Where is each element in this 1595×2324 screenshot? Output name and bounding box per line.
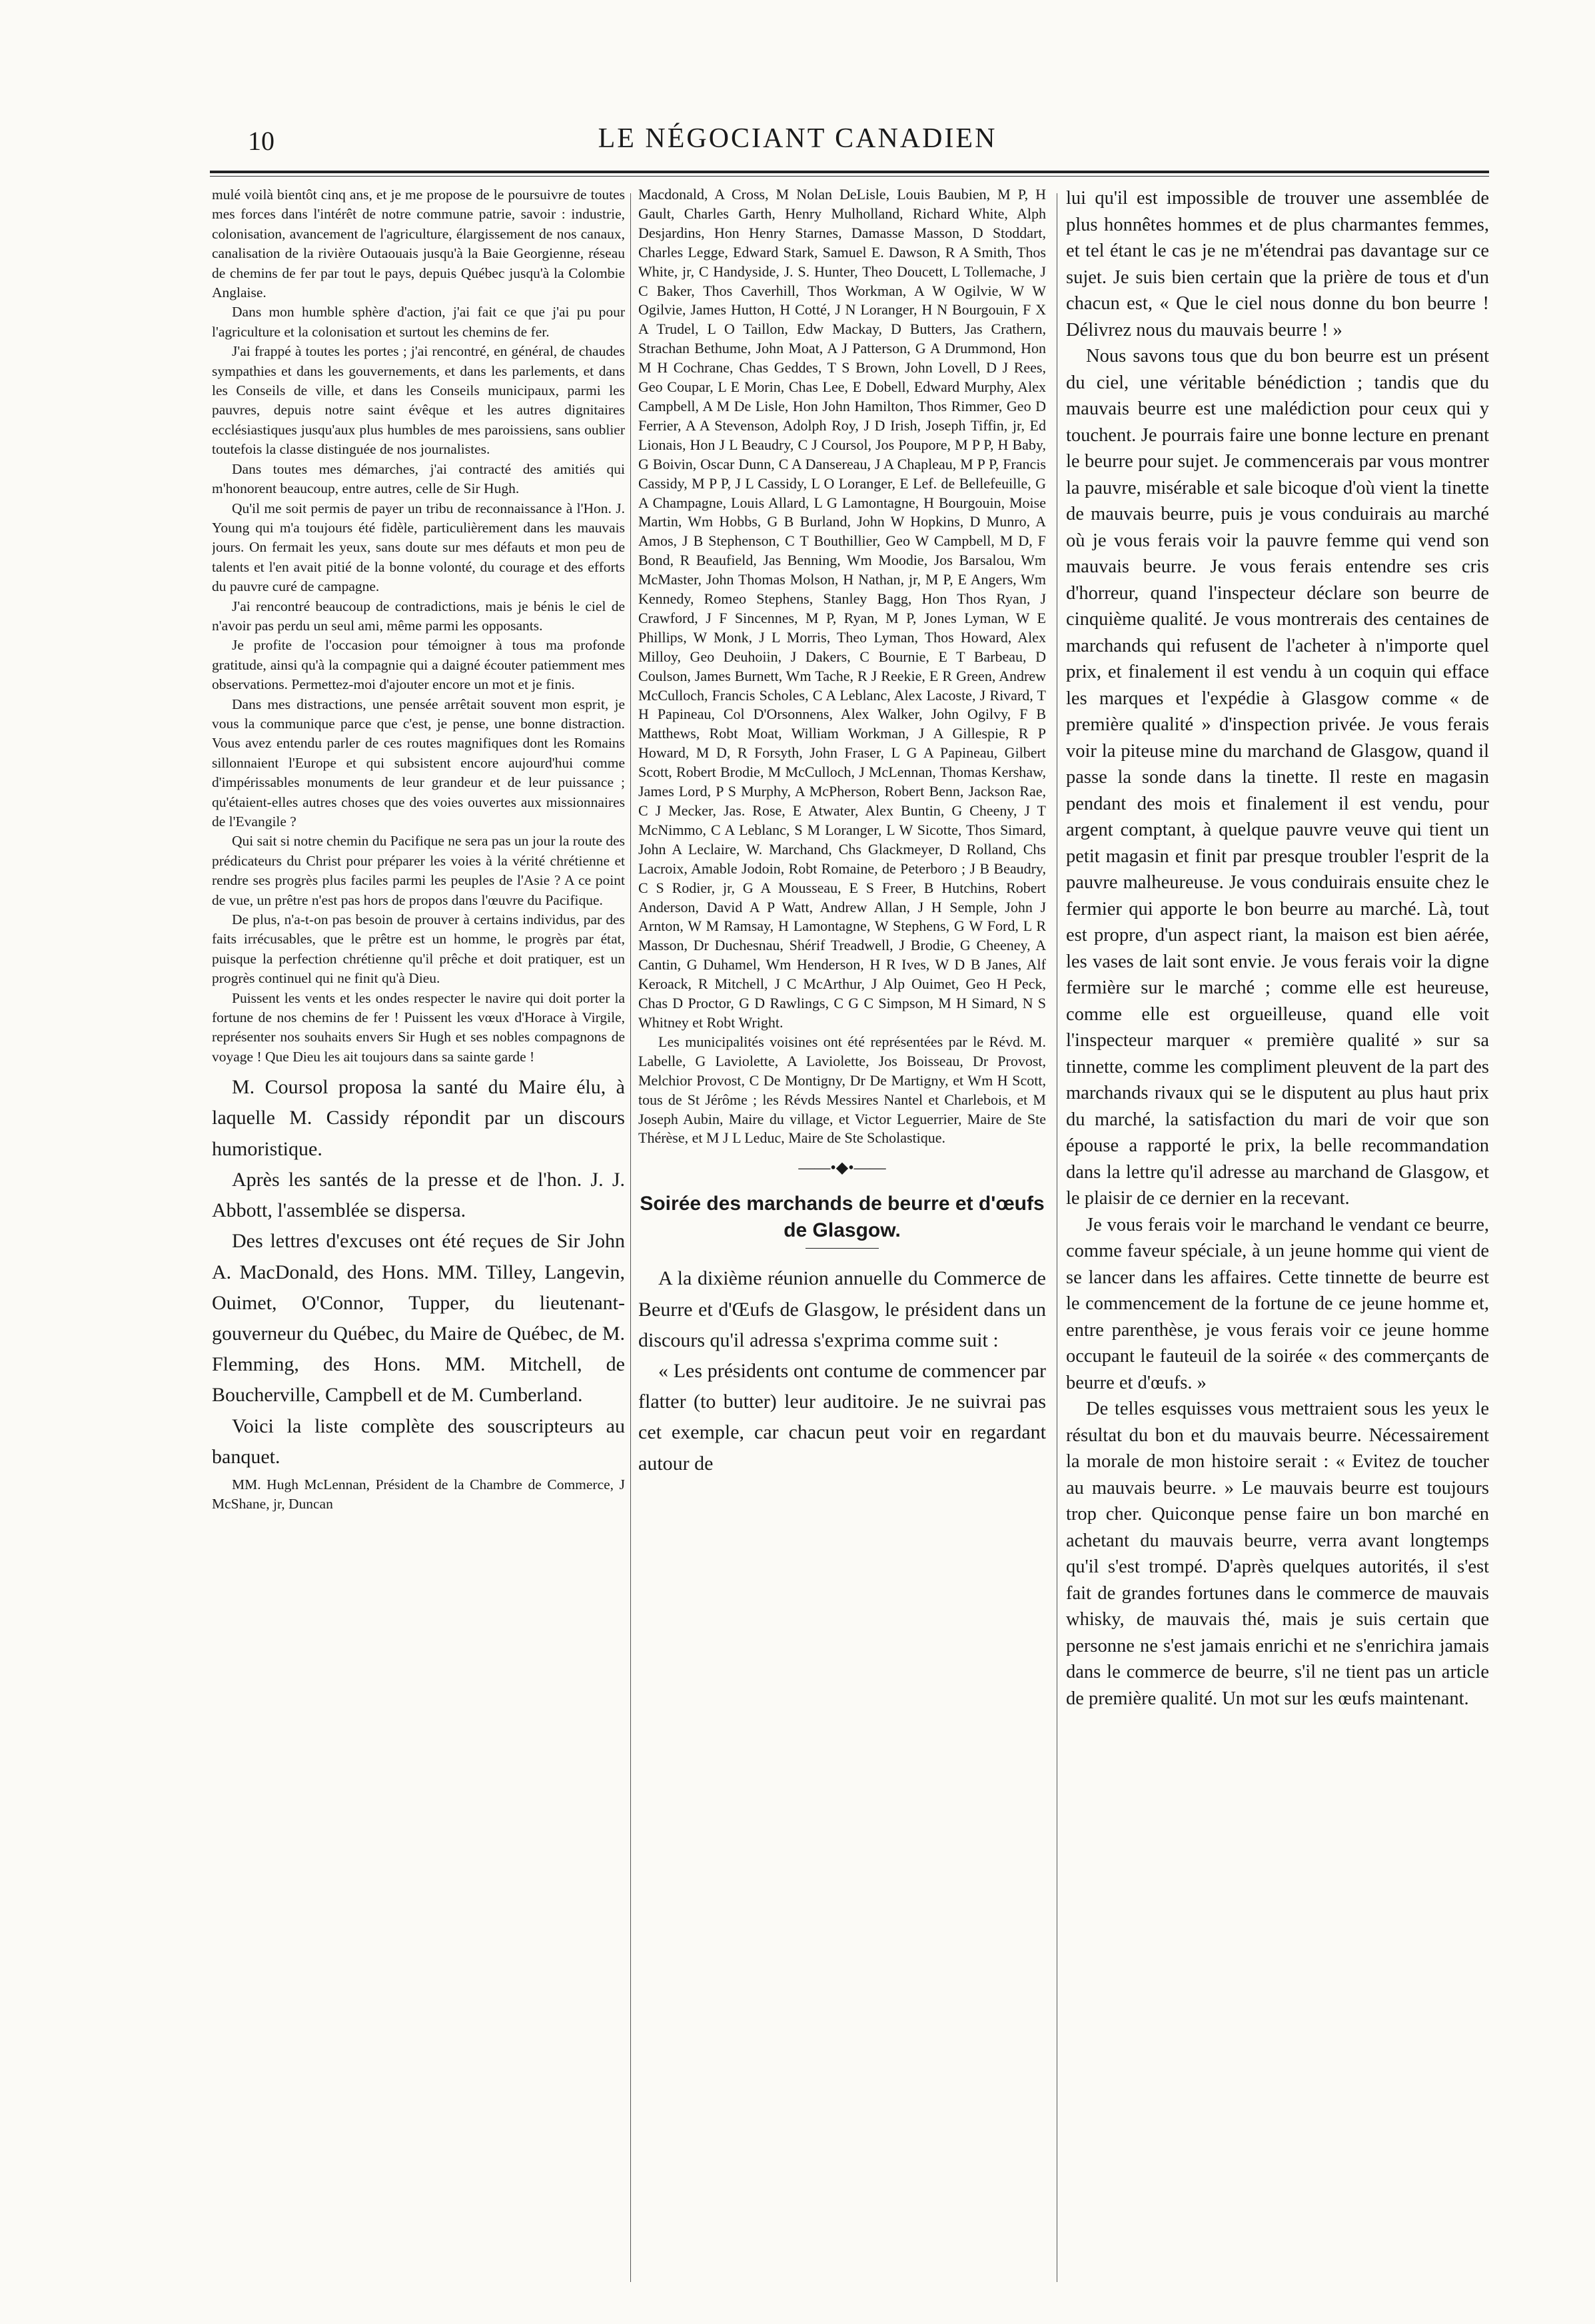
paragraph: Qu'il me soit permis de payer un tribu de reconnaissance à l'Hon. J. Young qui m'a toujours été fidèle, particulièrement dans les mauvais jours. On fermait les yeux, sans doute sur mes défauts et mon peu de talents et l'en avait pitié de la bonne volonté, du courage et des efforts du pauvre curé de campagne. xyxy=(212,500,625,595)
paragraph: Dans toutes mes démarches, j'ai contracté des amitiés qui m'honorent beaucoup, entre autres, celle de Sir Hugh. xyxy=(212,460,625,497)
subscriber-list: Macdonald, A Cross, M Nolan DeLisle, Louis Baubien, M P, H Gault, Charles Garth, Henry Mulholland, Richard White, Alph Desjardins, Hon Henry Starnes, Damasse Masson, D Stoddart, Charles Legge, Edward Stark, Samuel E. Dawson, R A Smith, Thos White, jr, C Handyside, J. S. Hunter, Theo Doucett, L Tollemache, J C Baker, Thos Caverhill, Thos Workman, A W Ogilvie, W W Ogilvie, James Hutton, H Cotté, J N Loranger, H N Bourgouin, F X A Trudel, L O Taillon, Edw Mackay, D Butters, Jas Crathern, Strachan Bethume, John Moat, A J Patterson, G A Drummond, Hon M H Cochrane, Chas Geddes, T S Brown, John Lovell, D J Rees, Geo Coupar, L E Morin, Chas Lee, E Dobell, Edward Murphy, Alex Campbell, A M De Lisle, Hon John Hamilton, Thos Rimmer, Geo D Ferrier, A A Stevenson, Adolph Roy, J D Irish, Joseph Tiffin, jr, Ed Lionais, Hon J L Beaudry, C J Coursol, Jos Poupore, M P P, H Baby, G Boivin, Oscar Dunn, C A Dansereau, J A Chapleau, M P P, Francis Cassidy, M P P, J L Cassidy, L O Loranger, E Lef. de Bellefeuille, G A Champagne, Louis Allard, L G Lamontagne, H Bourgouin, Moise Martin, Wm Hobbs, G B Burland, John W Hopkins, D Munro, A Amos, J B Stephenson, C T Bouthillier, Geo W Campbell, M D, F Bond, R Beaufield, Jas Benning, Wm Moodie, Jos Barsalou, Wm McMaster, John Thomas Molson, H Nathan, jr, M P, E Angers, Wm Kennedy, Romeo Stephens, Stanley Bagg, Hon Thos Ryan, J Crawford, J F Sincennes, M P, Ryan, M P, Jones Lyman, W E Phillips, W Monk, J L Morris, Theo Lyman, Thos Howard, Alex Milloy, Geo Deuhoiin, J Dakers, C Bournie, E T Barbeau, D Coulson, James Burnett, Wm Tache, R J Reekie, E R Green, Andrew McCulloch, Francis Scholes, C A Leblanc, Alex Lacoste, J Rivard, T H Papineau, Col D'Orsonnens, Alex Walker, John Ogilvy, F B Matthews, Robt Moat, William Workman, J A Gillespie, R P Howard, M D, R Forsyth, John Fraser, L G A Papineau, Gilbert Scott, Robert Brodie, M McCulloch, J McLennan, Thomas Kershaw, James Lord, P S Murphy, A McPherson, Robert Benn, Jackson Rae, C J Mecker, Jas. Rose, E Atwater, Alex Buntin, G Cheeny, J T McNimmo, C A Leblanc, S M Loranger, L W Sicotte, Thos Simard, John A Leclaire, W. Marchand, Chs Glackmeyer, D Rolland, Chs Lacroix, Amable Jodoin, Robt Romaine, de Peterboro ; J B Beaudry, C S Rodier, jr, G A Mousseau, E S Freer, B Hutchins, Robert Anderson, David A P Watt, Andrew Allan, J H Semple, John J Arnton, W M Ramsay, H Lamontagne, W Stephens, G W Ford, L R Masson, Dr Duchesnau, Shérif Treadwell, J Brodie, G Cheeney, A Cantin, G Duhamel, Wm Henderson, H R Ives, W D B Janes, Alf Keroack, R Mitchell, J C McArthur, J Alp Ouimet, Geo H Peck, Chas D Proctor, G D Rawlings, C G C Simpson, M H Simard, N S Whitney et Robt Wright. xyxy=(638,186,1046,1031)
page-number: 10 xyxy=(248,126,274,156)
article-headline: Soirée des marchands de beurre et d'œufs de Glasgow. xyxy=(640,1193,1045,1242)
paragraph: mulé voilà bientôt cinq ans, et je me propose de le poursuivre de toutes mes forces dans l'intérêt de notre commune patrie, savoir : industrie, colonisation, avancement de l'agriculture, élargissement de nos canaux, canalisation de la rivière Outaouais jusqu'à la Baie Georgienne, réseau de chemins de fer par tout le pays, depuis Québec jusqu'à la Colombie Anglaise. xyxy=(212,187,625,301)
paragraph: Je vous ferais voir le marchand le vendant ce beurre, comme faveur spéciale, à un jeune homme qui vient de se lancer dans les affaires. Cette tinnette de beurre est le commencement de la fortune de ce jeune homme et, entre parenthèse, je vous ferais voir ce jeune homme occupant le fauteuil de la soirée « des commerçants de beurre et d'œufs. » xyxy=(1066,1214,1489,1393)
municipalities-paragraph: Les municipalités voisines ont été représentées par le Révd. M. Labelle, G Laviolette, A Laviolette, Jos Boisseau, Dr Provost, Melchior Provost, C De Montigny, Dr De Martigny, et Wm H Scott, tous de St Jérôme ; les Révds Messires Nantel et Charlebois, et M Joseph Aubin, Maire du village, et Victor Leguerrier, Maire de Ste Thérèse, et M J L Leduc, Maire de Ste Scholastique. xyxy=(638,1033,1046,1147)
paragraph: Puissent les vents et les ondes respecter le navire qui doit porter la fortune de nos chemins de fer ! Puissent les vœux d'Horace à Virgile, représenter nos souhaits envers Sir Hugh et ses nobles compagnons de voyage ! Que Dieu les ait toujours dans sa sainte garde ! xyxy=(212,989,625,1065)
paragraph: J'ai rencontré beaucoup de contradictions, mais je bénis le ciel de n'avoir pas perdu un seul ami, même parmi les opposants. xyxy=(212,598,625,634)
masthead: LE NÉGOCIANT CANADIEN xyxy=(598,123,997,154)
paragraph: « Les présidents ont contume de commencer par flatter (to butter) leur auditoire. Je ne suivrai pas cet exemple, car chacun peut voir en regardant autour de xyxy=(638,1359,1046,1474)
paragraph: Voici la liste complète des souscripteurs au banquet. xyxy=(212,1415,625,1468)
column-2 xyxy=(638,185,1046,2294)
header-rule-thin xyxy=(210,176,1489,177)
paragraph: Je profite de l'occasion pour témoigner à tous ma profonde gratitude, ainsi qu'à la compagnie qui a daigné écouter patiemment mes observations. Permettez-moi d'ajouter encore un mot et je finis. xyxy=(212,637,625,693)
paragraph: Dans mon humble sphère d'action, j'ai fait ce que j'ai pu pour l'agriculture et la colonisation et surtout les chemins de fer. xyxy=(212,304,625,340)
column-3 xyxy=(1066,185,1489,2294)
subscriber-list-start: MM. Hugh McLennan, Président de la Chambre de Commerce, J McShane, jr, Duncan xyxy=(212,1476,625,1512)
paragraph: M. Coursol proposa la santé du Maire élu, à laquelle M. Cassidy répondit par un discours humoristique. xyxy=(212,1076,625,1160)
paragraph: Dans mes distractions, une pensée arrêtait souvent mon esprit, je vous la communique parce que c'est, je pense, une bonne distraction. Vous avez entendu parler de ces routes magnifiques dont les Romains sillonnaient l'Europe et qui subsistent encore aujourd'hui comme d'impérissables monuments de leur grandeur et de leur puissance ; qu'étaient-elles autres choses que des voies ouvertes aux missionnaires de l'Evangile ? xyxy=(212,696,625,830)
paragraph: A la dixième réunion annuelle du Commerce de Beurre et d'Œufs de Glasgow, le président dans un discours qu'il adressa s'exprima comme suit : xyxy=(638,1267,1046,1351)
paragraph: lui qu'il est impossible de trouver une assemblée de plus honnêtes hommes et de plus charmantes femmes, et tel étant le cas je ne m'étendrai pas davantage sur ce sujet. Je suis bien certain que la prière de tous et d'un chacun est, « Que le ciel nous donne du bon beurre ! Délivrez nous du mauvais beurre ! » xyxy=(1066,188,1489,340)
paragraph: De telles esquisses vous mettraient sous les yeux le résultat du bon et du mauvais beurre. Nécessairement la morale de mon histoire serait : « Evitez de toucher au mauvais beurre. » Le mauvais beurre est toujours trop cher. Quiconque pense faire un bon marché en achetant du mauvais beurre, verra avant longtemps qu'il s'est trompé. D'après quelques autorités, il s'est fait de grandes fortunes dans le commerce de mauvais whisky, de mauvais thé, mais je suis certain que personne ne s'est jamais enrichi et ne s'enrichira jamais dans le commerce de beurre, s'il ne tient pas un article de première qualité. Un mot sur les œufs maintenant. xyxy=(1066,1399,1489,1709)
paragraph: De plus, n'a-t-on pas besoin de prouver à certains individus, par des faits irrécusables, que le prêtre est un homme, le progrès par état, puisque la perfection chrétienne qu'il prêche et doit pratiquer, est un progrès continuel qui ne finit qu'à Dieu. xyxy=(212,911,625,987)
paragraph: Des lettres d'excuses ont été reçues de Sir John A. MacDonald, des Hons. MM. Tilley, Langevin, Ouimet, O'Connor, Tupper, du lieutenant-gouverneur du Québec, du Maire de Québec, de M. Flemming, des Hons. MM. Mitchell, de Boucherville, Campbell et de M. Cumberland. xyxy=(212,1230,625,1407)
paragraph: Après les santés de la presse et de l'hon. J. J. Abbott, l'assemblée se dispersa. xyxy=(212,1168,625,1222)
header-rule-thick xyxy=(210,171,1489,173)
paragraph: Qui sait si notre chemin du Pacifique ne sera pas un jour la route des prédicateurs du Christ pour préparer les voies à la vérité chrétienne et rendre ses progrès plus faciles parmi les peuples de l'Asie ? A ce point de vue, un prêtre n'est pas hors de propos dans l'œuvre du Pacifique. xyxy=(212,833,625,908)
column-1 xyxy=(212,185,625,2294)
column-divider xyxy=(630,193,631,2282)
section-ornament: ——•◆•—— xyxy=(798,1159,886,1177)
paragraph: J'ai frappé à toutes les portes ; j'ai rencontré, en général, de chaudes sympathies et dans les gouvernements, et dans les parlements, et dans les Conseils de ville, et dans les Conseils municipaux, parmi les pauvres, depuis notre saint évêque et les autres dignitaires ecclésiastiques jusqu'aux plus humbles de mes paroissiens, sans oublier toutefois la classe distinguée de nos journalistes. xyxy=(212,343,625,458)
paragraph: Nous savons tous que du bon beurre est un présent du ciel, une véritable bénédiction ; tandis que du mauvais beurre est une malédiction pour ceux qui y touchent. Je pourrais faire une bonne lecture en prenant le beurre pour sujet. Je commencerais par vous montrer la pauvre, misérable et sale bicoque d'où vient la tinette de mauvais beurre, puis je vous conduirais au marché où je vous ferais voir la pauvre femme qui vend son mauvais beurre. Je vous ferais entendre ses cris d'horreur, quand l'inspecteur déclare son beurre de cinquième qualité. Je vous montrerais des centaines de marchands qui refusent de l'acheter à n'importe quel prix, et finalement il est vendu à un coquin qui efface les marques et l'expédie à Glasgow comme « de première qualité » d'inspection privée. Je vous ferais voir la piteuse mine du marchand de Glasgow, quand il passe la sonde dans la tinette. Il reste en magasin pendant des mois et finalement il est vendu, pour argent comptant, à quelque pauvre veuve qui tient un petit magasin et finit par presque troubler l'esprit de la pauvre malheureuse. Je vous conduirais ensuite chez le fermier qui apporte le bon beurre au marché. Là, tout est propre, d'un aspect riant, la maison est bien aérée, les vases de lait sont envie. Je vous ferais voir la digne fermière sur le marché ; comme elle est heureuse, comme elle est orgueilleuse, quand elle voit l'inspecteur marquer « première qualité » sur sa tinnette, comme les compliment pleuvent de la part des marchands rivaux qui se le disputent au plus haut prix du marché, la satisfaction du mari de voir que son épouse a rapporté le prix, la belle recommandation dans la lettre qu'il adresse au marchand de Glasgow, et le plaisir de ce dernier en la recevant. xyxy=(1066,346,1489,1209)
headline-rule xyxy=(805,1248,879,1249)
